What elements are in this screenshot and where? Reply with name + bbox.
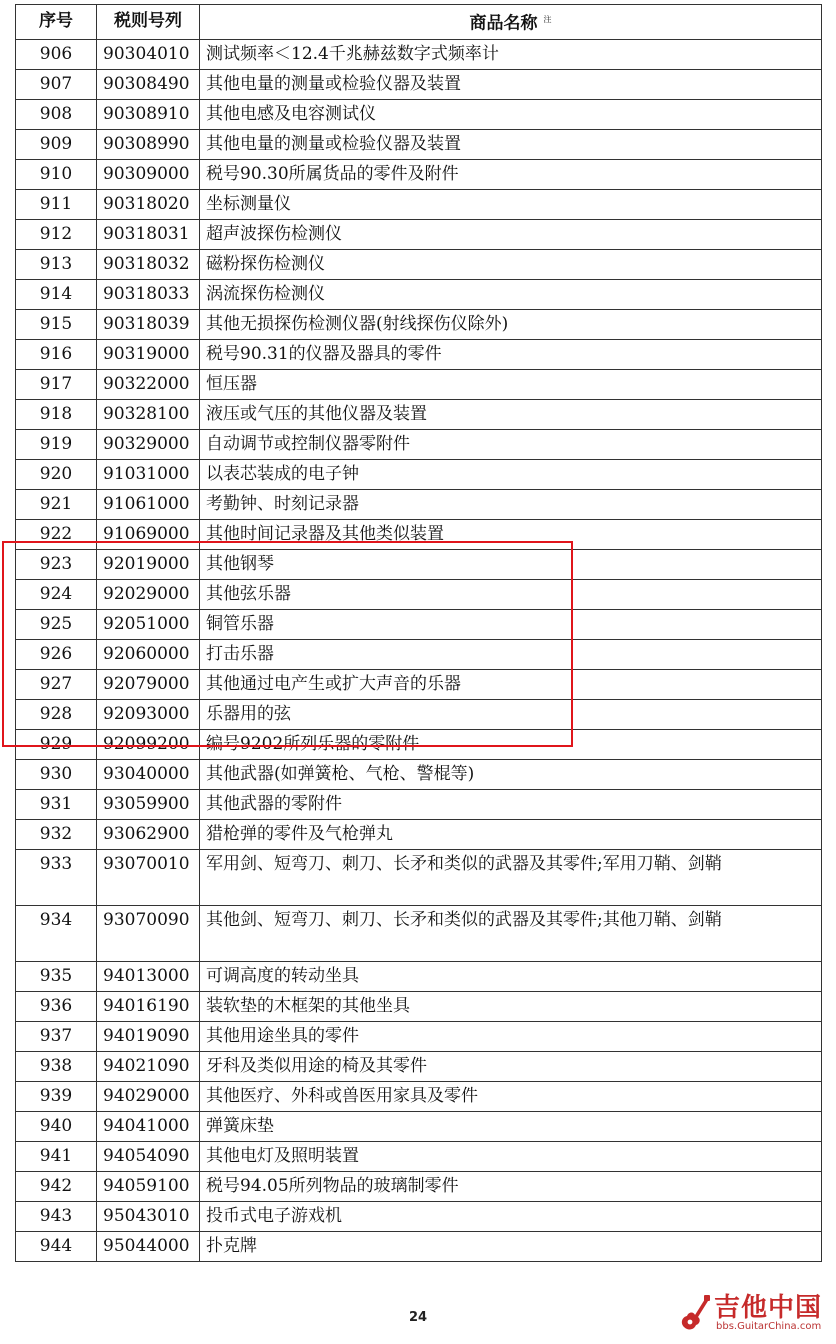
row-seq: 943 xyxy=(16,1201,97,1231)
table-row xyxy=(16,339,822,369)
row-code: 90329000 xyxy=(97,429,200,459)
table-row xyxy=(16,369,822,399)
row-seq: 931 xyxy=(16,789,97,819)
row-seq: 941 xyxy=(16,1141,97,1171)
row-seq: 915 xyxy=(16,309,97,339)
table-row xyxy=(16,759,822,789)
row-seq: 911 xyxy=(16,189,97,219)
row-code: 91031000 xyxy=(97,459,200,489)
header-name xyxy=(200,5,822,40)
row-code: 94013000 xyxy=(97,961,200,991)
row-code: 91061000 xyxy=(97,489,200,519)
row-name: 坐标测量仪 xyxy=(200,189,822,219)
row-seq: 925 xyxy=(16,609,97,639)
row-code: 90322000 xyxy=(97,369,200,399)
table-row xyxy=(16,279,822,309)
row-name: 装软垫的木框架的其他坐具 xyxy=(200,991,822,1021)
row-code: 90308990 xyxy=(97,129,200,159)
watermark xyxy=(678,1287,834,1339)
table-row xyxy=(16,669,822,699)
row-code: 94029000 xyxy=(97,1081,200,1111)
row-seq: 932 xyxy=(16,819,97,849)
row-code: 94054090 xyxy=(97,1141,200,1171)
row-seq: 929 xyxy=(16,729,97,759)
row-code: 95044000 xyxy=(97,1231,200,1261)
header-note-mark: 注 xyxy=(543,15,552,24)
row-code: 93070010 xyxy=(97,849,200,905)
table-row xyxy=(16,1231,822,1261)
row-name: 其他时间记录器及其他类似装置 xyxy=(200,519,822,549)
row-seq: 935 xyxy=(16,961,97,991)
row-name: 涡流探伤检测仪 xyxy=(200,279,822,309)
table-row xyxy=(16,399,822,429)
row-seq: 913 xyxy=(16,249,97,279)
row-name: 其他电灯及照明装置 xyxy=(200,1141,822,1171)
row-name: 扑克牌 xyxy=(200,1231,822,1261)
table-row xyxy=(16,819,822,849)
row-seq: 909 xyxy=(16,129,97,159)
row-seq: 933 xyxy=(16,849,97,905)
row-code: 90318031 xyxy=(97,219,200,249)
row-seq: 944 xyxy=(16,1231,97,1261)
table-row xyxy=(16,39,822,69)
watermark-url: bbs.GuitarChina.com xyxy=(716,1321,822,1332)
row-seq: 917 xyxy=(16,369,97,399)
row-seq: 939 xyxy=(16,1081,97,1111)
row-code: 93059900 xyxy=(97,789,200,819)
table-row xyxy=(16,489,822,519)
row-code: 90318033 xyxy=(97,279,200,309)
row-name: 军用剑、短弯刀、刺刀、长矛和类似的武器及其零件;军用刀鞘、剑鞘 xyxy=(200,849,822,905)
row-name: 恒压器 xyxy=(200,369,822,399)
row-code: 90328100 xyxy=(97,399,200,429)
table-row xyxy=(16,549,822,579)
table-row xyxy=(16,1081,822,1111)
row-code: 90304010 xyxy=(97,39,200,69)
row-name: 打击乐器 xyxy=(200,639,822,669)
row-seq: 923 xyxy=(16,549,97,579)
row-code: 90318020 xyxy=(97,189,200,219)
row-seq: 930 xyxy=(16,759,97,789)
row-seq: 938 xyxy=(16,1051,97,1081)
row-name: 弹簧床垫 xyxy=(200,1111,822,1141)
table-row xyxy=(16,905,822,961)
row-code: 93062900 xyxy=(97,819,200,849)
row-code: 94041000 xyxy=(97,1111,200,1141)
row-name: 其他用途坐具的零件 xyxy=(200,1021,822,1051)
row-code: 94016190 xyxy=(97,991,200,1021)
row-seq: 921 xyxy=(16,489,97,519)
row-seq: 914 xyxy=(16,279,97,309)
table-row xyxy=(16,991,822,1021)
row-name: 其他电量的测量或检验仪器及装置 xyxy=(200,129,822,159)
table-row xyxy=(16,961,822,991)
table-row xyxy=(16,1111,822,1141)
table-row xyxy=(16,69,822,99)
table-row xyxy=(16,699,822,729)
watermark-title: 吉他中国 xyxy=(714,1293,823,1323)
row-code: 92019000 xyxy=(97,549,200,579)
row-name: 其他武器的零附件 xyxy=(200,789,822,819)
row-name: 其他钢琴 xyxy=(200,549,822,579)
row-name: 投币式电子游戏机 xyxy=(200,1201,822,1231)
table-row xyxy=(16,159,822,189)
table-row xyxy=(16,579,822,609)
table-row xyxy=(16,249,822,279)
header-name-label: 商品名称 xyxy=(469,13,538,34)
row-name: 猎枪弹的零件及气枪弹丸 xyxy=(200,819,822,849)
table-header xyxy=(16,5,822,40)
row-name: 税号90.31的仪器及器具的零件 xyxy=(200,339,822,369)
table-row xyxy=(16,1171,822,1201)
row-name: 其他武器(如弹簧枪、气枪、警棍等) xyxy=(200,759,822,789)
row-name: 乐器用的弦 xyxy=(200,699,822,729)
table-row xyxy=(16,519,822,549)
row-seq: 924 xyxy=(16,579,97,609)
row-name: 超声波探伤检测仪 xyxy=(200,219,822,249)
row-seq: 926 xyxy=(16,639,97,669)
guitar-logo-icon xyxy=(678,1293,712,1333)
row-seq: 912 xyxy=(16,219,97,249)
row-seq: 906 xyxy=(16,39,97,69)
page-number: 24 xyxy=(408,1310,428,1325)
table-row xyxy=(16,309,822,339)
row-seq: 910 xyxy=(16,159,97,189)
row-name: 液压或气压的其他仪器及装置 xyxy=(200,399,822,429)
table-row xyxy=(16,1141,822,1171)
table-row xyxy=(16,459,822,489)
row-seq: 928 xyxy=(16,699,97,729)
table-row xyxy=(16,219,822,249)
row-code: 94059100 xyxy=(97,1171,200,1201)
header-row xyxy=(16,5,822,40)
row-code: 92051000 xyxy=(97,609,200,639)
row-seq: 908 xyxy=(16,99,97,129)
row-name: 铜管乐器 xyxy=(200,609,822,639)
table-body xyxy=(16,39,822,1261)
row-name: 可调高度的转动坐具 xyxy=(200,961,822,991)
row-code: 94021090 xyxy=(97,1051,200,1081)
row-name: 以表芯装成的电子钟 xyxy=(200,459,822,489)
table-row xyxy=(16,639,822,669)
row-code: 90318032 xyxy=(97,249,200,279)
table-row xyxy=(16,1021,822,1051)
row-name: 其他电量的测量或检验仪器及装置 xyxy=(200,69,822,99)
row-seq: 907 xyxy=(16,69,97,99)
row-code: 90309000 xyxy=(97,159,200,189)
row-code: 90308910 xyxy=(97,99,200,129)
tariff-table xyxy=(15,4,822,1262)
row-name: 税号94.05所列物品的玻璃制零件 xyxy=(200,1171,822,1201)
row-name: 自动调节或控制仪器零附件 xyxy=(200,429,822,459)
row-code: 94019090 xyxy=(97,1021,200,1051)
row-code: 92079000 xyxy=(97,669,200,699)
table-row xyxy=(16,429,822,459)
row-code: 93070090 xyxy=(97,905,200,961)
header-seq: 序号 xyxy=(16,5,97,40)
table-row xyxy=(16,849,822,905)
row-seq: 942 xyxy=(16,1171,97,1201)
table-row xyxy=(16,1201,822,1231)
row-seq: 922 xyxy=(16,519,97,549)
table-row xyxy=(16,189,822,219)
row-seq: 940 xyxy=(16,1111,97,1141)
row-code: 92029000 xyxy=(97,579,200,609)
table-row xyxy=(16,129,822,159)
row-name: 其他通过电产生或扩大声音的乐器 xyxy=(200,669,822,699)
row-seq: 927 xyxy=(16,669,97,699)
row-name: 其他弦乐器 xyxy=(200,579,822,609)
row-seq: 919 xyxy=(16,429,97,459)
table-row xyxy=(16,729,822,759)
row-code: 91069000 xyxy=(97,519,200,549)
row-seq: 920 xyxy=(16,459,97,489)
row-seq: 937 xyxy=(16,1021,97,1051)
table-row xyxy=(16,1051,822,1081)
row-name: 其他剑、短弯刀、刺刀、长矛和类似的武器及其零件;其他刀鞘、剑鞘 xyxy=(200,905,822,961)
row-code: 95043010 xyxy=(97,1201,200,1231)
row-seq: 918 xyxy=(16,399,97,429)
table-row xyxy=(16,99,822,129)
row-code: 92099200 xyxy=(97,729,200,759)
row-code: 93040000 xyxy=(97,759,200,789)
row-code: 90308490 xyxy=(97,69,200,99)
row-name: 编号9202所列乐器的零附件 xyxy=(200,729,822,759)
row-name: 考勤钟、时刻记录器 xyxy=(200,489,822,519)
row-name: 其他医疗、外科或兽医用家具及零件 xyxy=(200,1081,822,1111)
row-code: 90318039 xyxy=(97,309,200,339)
row-name: 其他无损探伤检测仪器(射线探伤仪除外) xyxy=(200,309,822,339)
row-code: 90319000 xyxy=(97,339,200,369)
table-row xyxy=(16,609,822,639)
row-name: 税号90.30所属货品的零件及附件 xyxy=(200,159,822,189)
row-name: 磁粉探伤检测仪 xyxy=(200,249,822,279)
header-code: 税则号列 xyxy=(97,5,200,40)
row-name: 测试频率＜12.4千兆赫兹数字式频率计 xyxy=(200,39,822,69)
row-seq: 936 xyxy=(16,991,97,1021)
row-seq: 916 xyxy=(16,339,97,369)
row-code: 92093000 xyxy=(97,699,200,729)
row-name: 其他电感及电容测试仪 xyxy=(200,99,822,129)
table-row xyxy=(16,789,822,819)
row-name: 牙科及类似用途的椅及其零件 xyxy=(200,1051,822,1081)
row-seq: 934 xyxy=(16,905,97,961)
row-code: 92060000 xyxy=(97,639,200,669)
